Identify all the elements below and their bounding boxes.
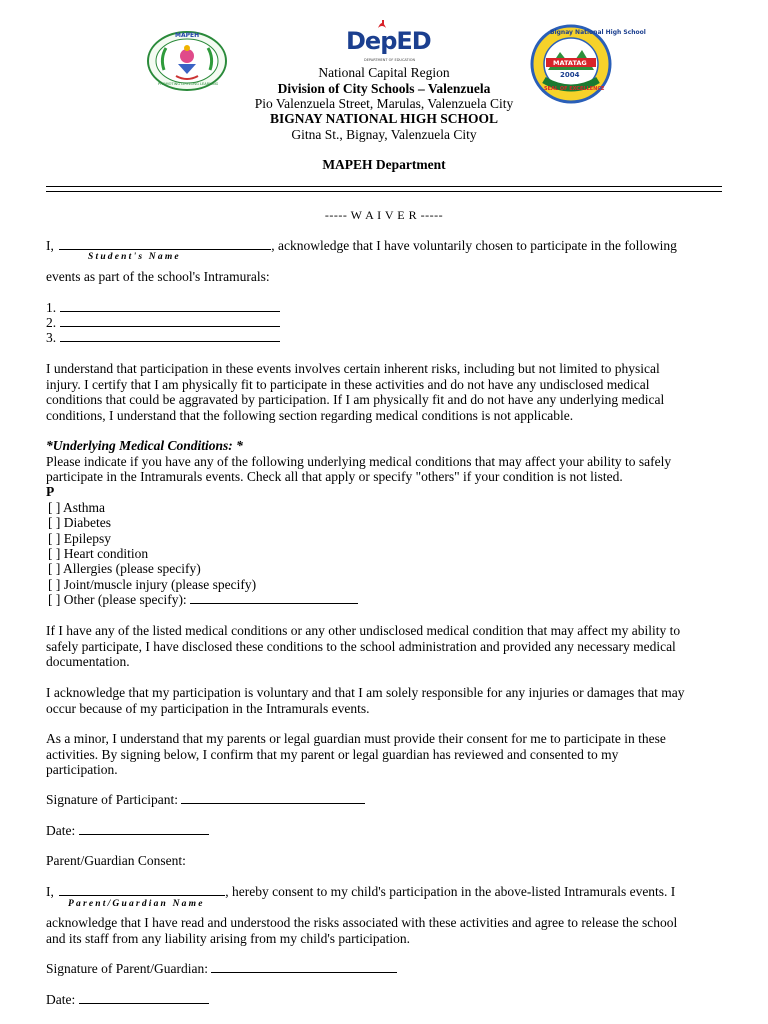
- header-rule-top: [46, 186, 722, 187]
- event-field-2[interactable]: [60, 315, 280, 327]
- header-division: Division of City Schools – Valenzuela: [277, 81, 491, 96]
- checkbox-asthma[interactable]: [ ] Asthma: [48, 500, 105, 515]
- school-seal-ring-text: Bignay National High School: [550, 29, 646, 36]
- intro-prefix: I,: [46, 238, 54, 253]
- guardian-prefix: I,: [46, 884, 54, 899]
- mapeh-seal-top-text: MAPEH: [175, 32, 200, 39]
- participant-date-field[interactable]: [79, 823, 209, 835]
- participant-signature-row: [46, 792, 726, 808]
- other-specify-field[interactable]: [190, 592, 358, 604]
- risk-paragraph-line: I understand that participation in these events involves certain inherent risks, including but not limited to physical: [46, 361, 660, 376]
- event-line-1: 1.: [46, 300, 726, 316]
- guardian-line-1: [46, 884, 726, 900]
- minor-line: activities. By signing below, I confirm that my parent or legal guardian has reviewed and consented to my: [46, 746, 619, 762]
- checkbox-allergies[interactable]: [ ] Allergies (please specify): [48, 561, 201, 577]
- disclosure-line: documentation.: [46, 654, 130, 669]
- guardian-name-field[interactable]: [59, 884, 225, 896]
- checkbox-joint-muscle-injury[interactable]: [ ] Joint/muscle injury (please specify): [48, 576, 257, 592]
- header-department: MAPEH Department: [322, 157, 446, 172]
- guardian-signature-field[interactable]: [211, 961, 397, 973]
- event-line-2: 2.: [46, 315, 726, 331]
- medical-instructions-line: participate in the Intramurals events. Check all that apply or specify "others" if your condition is not listed.: [46, 469, 623, 484]
- mapeh-seal-ring-text: PROMOTING LIFELONG LEARNING: [158, 82, 218, 86]
- header-school-name: BIGNAY NATIONAL HIGH SCHOOL: [270, 111, 498, 126]
- voluntary-line: I acknowledge that my participation is voluntary and that I am solely responsible for any injuries or damages that may: [46, 685, 685, 700]
- header-address-2: Gitna St., Bignay, Valenzuela City: [291, 127, 477, 142]
- header-region: National Capital Region: [318, 65, 450, 80]
- voluntary-line: occur because of my participation in the Intramurals events.: [46, 700, 370, 716]
- intro-line-2: events as part of the school's Intramurals:: [46, 269, 270, 284]
- medical-instructions-line: Please indicate if you have any of the following underlying medical conditions that may affect your ability to safely: [46, 453, 672, 469]
- guardian-signature-label: Signature of Parent/Guardian:: [46, 961, 208, 976]
- event-field-1[interactable]: [60, 300, 280, 312]
- school-seal-banner-text: MATATAG: [553, 59, 587, 67]
- checkbox-heart-condition[interactable]: [ ] Heart condition: [48, 545, 149, 561]
- header-address-1: Pio Valenzuela Street, Marulas, Valenzuela City: [254, 96, 514, 111]
- deped-logo-text: DepED: [346, 27, 431, 55]
- waiver-title: ----- W A I V E R -----: [324, 208, 444, 222]
- guardian-paragraph-line: acknowledge that I have read and understood the risks associated with these activities and agree to release the school: [46, 915, 678, 930]
- disclosure-line: If I have any of the listed medical conditions or any other undisclosed medical condition that may affect my ability to: [46, 623, 681, 638]
- checkbox-other[interactable]: [ ] Other (please specify):: [48, 591, 187, 607]
- medical-stray-letter: P: [46, 484, 55, 499]
- guardian-name-caption: Parent/Guardian Name: [68, 899, 205, 909]
- school-seal-bottom-text: SEAL OF EXCELLENCE: [544, 86, 605, 92]
- participant-signature-field[interactable]: [181, 792, 365, 804]
- checkbox-diabetes[interactable]: [ ] Diabetes: [48, 515, 111, 531]
- student-name-field[interactable]: [59, 238, 271, 250]
- risk-paragraph-line: conditions, I understand that the following section regarding medical conditions is not applicable.: [46, 407, 574, 423]
- intro-suffix: , acknowledge that I have voluntarily chosen to participate in the following: [271, 238, 677, 253]
- deped-logo: [344, 18, 431, 64]
- guardian-date-field[interactable]: [79, 992, 209, 1004]
- participant-date-label: Date:: [46, 823, 76, 838]
- deped-logo-subtext: DEPARTMENT OF EDUCATION: [364, 58, 416, 62]
- school-seal-year: 2004: [560, 71, 580, 79]
- participant-signature-label: Signature of Participant:: [46, 792, 178, 807]
- guardian-date-row: [46, 992, 726, 1008]
- guardian-date-label: Date:: [46, 992, 76, 1007]
- event-field-3[interactable]: [60, 330, 280, 342]
- guardian-paragraph-line: and its staff from any liability arising from my child's participation.: [46, 930, 410, 946]
- risk-paragraph-line: injury. I certify that I am physically fit to participate in these activities and do not have any undisclosed medical: [46, 376, 650, 392]
- minor-line: participation.: [46, 762, 118, 777]
- participant-date-row: [46, 823, 726, 839]
- checkbox-epilepsy[interactable]: [ ] Epilepsy: [48, 530, 111, 546]
- guardian-suffix: , hereby consent to my child's participation in the above-listed Intramurals events. I: [225, 884, 676, 899]
- checkbox-other-line: [48, 592, 358, 607]
- medical-heading: *Underlying Medical Conditions: *: [46, 438, 243, 453]
- guardian-signature-row: [46, 961, 726, 977]
- guardian-consent-label: Parent/Guardian Consent:: [46, 853, 186, 868]
- risk-paragraph-line: conditions that could be aggravated by participation. If I am physically fit and do not have any underlying medical: [46, 392, 665, 407]
- event-line-3: 3.: [46, 330, 726, 346]
- disclosure-line: safely participate, I have disclosed these conditions to the school administration and provided any necessary medical: [46, 638, 676, 654]
- header-rule-bottom: [46, 191, 722, 192]
- student-name-caption: Student's Name: [88, 252, 181, 262]
- minor-line: As a minor, I understand that my parents or legal guardian must provide their consent for me to participate in these: [46, 731, 666, 746]
